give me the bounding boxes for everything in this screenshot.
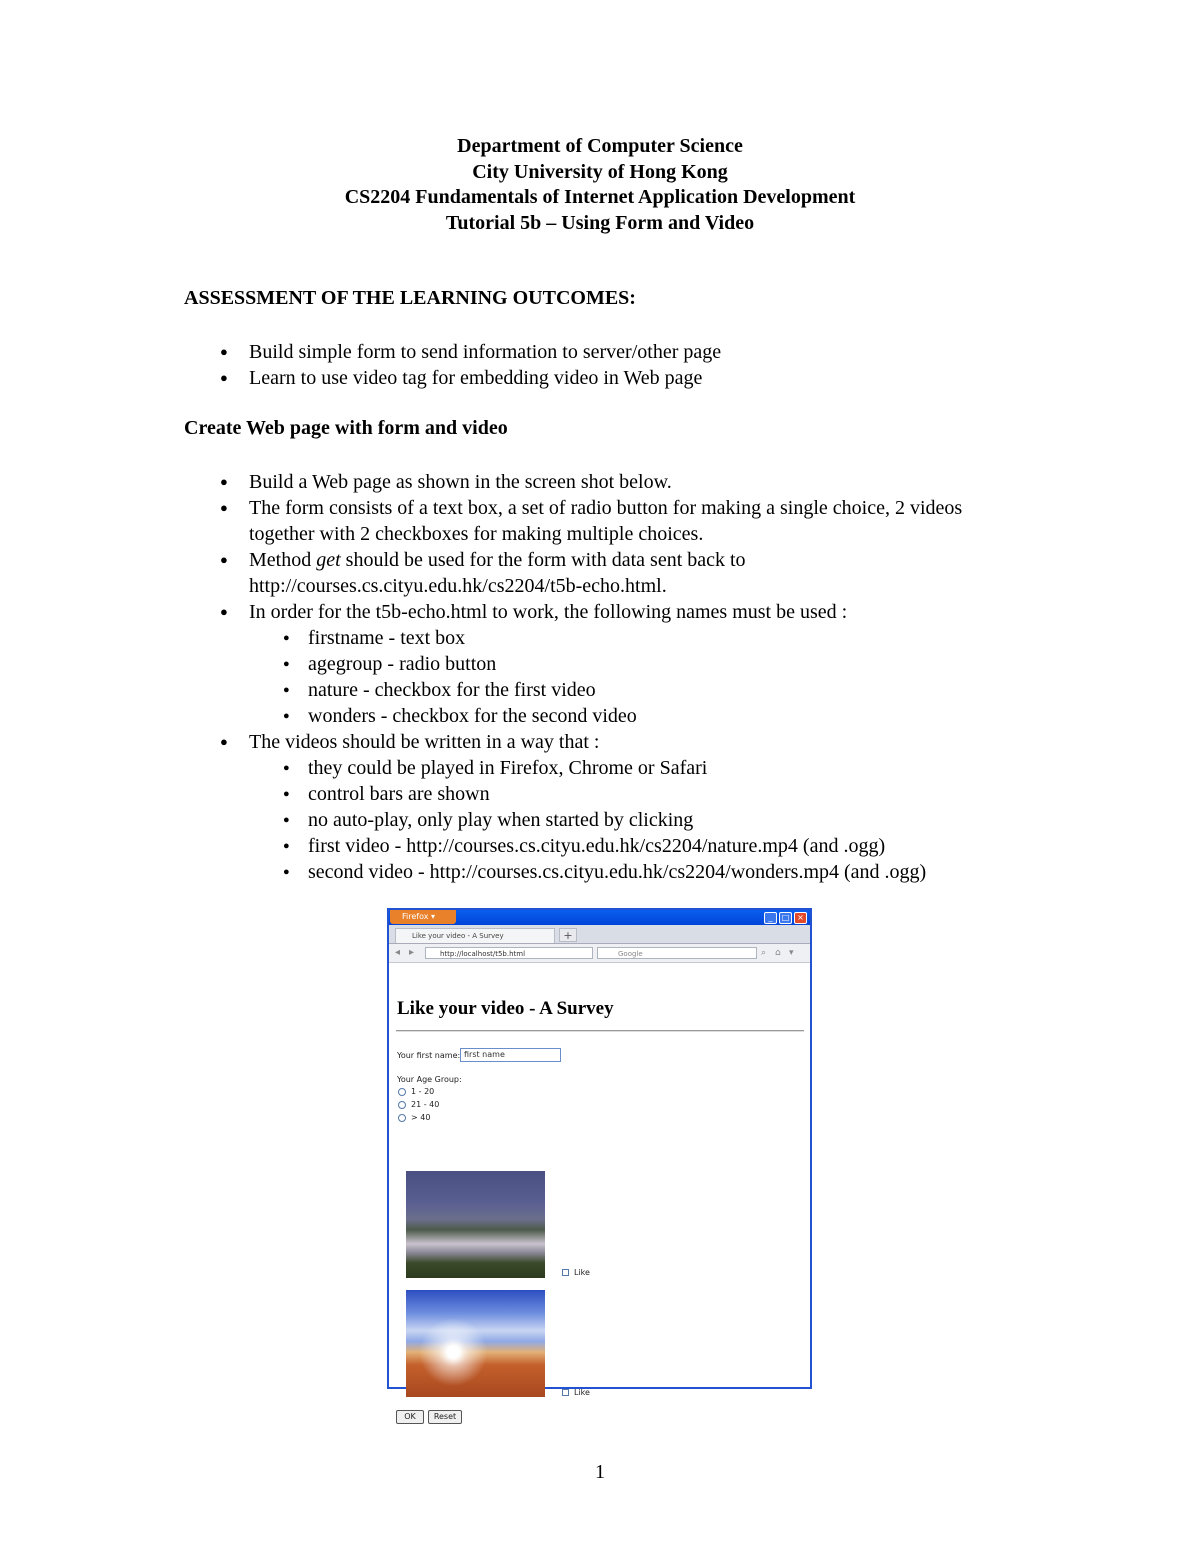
age-group-label: Your Age Group: (397, 1075, 462, 1084)
minimize-icon[interactable]: _ (764, 912, 777, 924)
header-course: CS2204 Fundamentals of Internet Application Development (344, 186, 856, 208)
list-item: ● Build a Web page as shown in the screen shot below. (184, 469, 1014, 495)
menu-icon[interactable]: ▾ (789, 948, 794, 958)
age-option-label: 1 - 20 (411, 1087, 435, 1096)
list-item: ● Learn to use video tag for embedding video in Web page (184, 365, 1004, 391)
age-radio-1[interactable] (398, 1088, 406, 1096)
nav-bar (389, 944, 810, 963)
names-intro: In order for the t5b-echo.html to work, the following names must be used : (249, 601, 848, 623)
header-department: Department of Computer Science (457, 135, 743, 157)
method-get: get (316, 549, 341, 571)
divider (396, 1030, 804, 1032)
first-name-label: Your first name: (397, 1051, 461, 1060)
age-option-label: 21 - 40 (411, 1100, 440, 1109)
tab-survey[interactable]: Like your video - A Survey (395, 928, 555, 943)
home-icon[interactable]: ⌂ (775, 948, 781, 958)
header-university: City University of Hong Kong (472, 160, 728, 183)
names-sublist (249, 625, 1014, 729)
submit-button[interactable]: OK (396, 1410, 424, 1424)
age-radio-2[interactable] (398, 1101, 406, 1109)
list-item (184, 547, 1014, 599)
sub-list-item: ● control bars are shown (249, 781, 1014, 807)
browser-screenshot (387, 908, 812, 1421)
create-list (184, 469, 1014, 885)
method-pre: Method (249, 549, 317, 571)
create-heading: Create Web page with form and video (184, 417, 508, 439)
assessment-heading: ASSESSMENT OF THE LEARNING OUTCOMES: (184, 287, 636, 309)
forward-icon[interactable]: ▸ (409, 947, 415, 958)
wonders-video[interactable] (406, 1290, 545, 1397)
list-item: ● The form consists of a text box, a set of radio button for making a single choice, 2 videos together with 2 checkboxes for making multiple choices. (184, 495, 1014, 547)
back-icon[interactable]: ◂ (395, 947, 401, 958)
tab-bar (389, 925, 810, 944)
videos-intro: The videos should be written in a way that : (249, 731, 600, 753)
list-item (184, 599, 1014, 729)
doc-header (0, 134, 1200, 236)
method-post: should be used for the form with data sent back to http://courses.cs.cityu.edu.hk/cs2204/t5b-echo.html. (249, 549, 746, 597)
page-title: Like your video - A Survey (397, 998, 614, 1019)
age-option-label: > 40 (411, 1113, 431, 1122)
search-icon[interactable]: ⌕ (761, 948, 767, 958)
page-number: 1 (595, 1461, 605, 1483)
sub-list-item: ● nature - checkbox for the first video (249, 677, 1014, 703)
maximize-icon[interactable]: □ (779, 912, 792, 924)
window-titlebar (389, 910, 810, 925)
age-radio-3[interactable] (398, 1114, 406, 1122)
list-item (184, 729, 1014, 885)
sub-list-item: ● first video - http://courses.cs.cityu.edu.hk/cs2204/nature.mp4 (and .ogg) (249, 833, 1014, 859)
nature-like-label: Like (574, 1268, 590, 1277)
new-tab-icon[interactable]: + (559, 928, 577, 942)
sub-list-item: ● they could be played in Firefox, Chrome or Safari (249, 755, 1014, 781)
videos-sublist (249, 755, 1014, 885)
sub-list-item: ● firstname - text box (249, 625, 1014, 651)
sub-list-item: ● wonders - checkbox for the second video (249, 703, 1014, 729)
nature-checkbox[interactable] (562, 1269, 569, 1276)
close-icon[interactable]: × (794, 912, 807, 924)
firefox-menu-button[interactable]: Firefox ▾ (390, 910, 456, 924)
sub-list-item: ● no auto-play, only play when started by clicking (249, 807, 1014, 833)
url-input[interactable]: http://localhost/t5b.html (425, 947, 593, 959)
wonders-checkbox[interactable] (562, 1389, 569, 1396)
nature-video[interactable] (406, 1171, 545, 1278)
list-item: ● Build simple form to send information to server/other page (184, 339, 1004, 365)
header-tutorial: Tutorial 5b – Using Form and Video (445, 211, 755, 234)
search-input[interactable]: Google (597, 947, 757, 959)
wonders-like-label: Like (574, 1388, 590, 1397)
reset-button[interactable]: Reset (428, 1410, 462, 1424)
sub-list-item: ● second video - http://courses.cs.cityu.edu.hk/cs2204/wonders.mp4 (and .ogg) (249, 859, 1014, 885)
first-name-input[interactable]: first name (460, 1048, 561, 1062)
assessment-list (184, 339, 1004, 391)
sub-list-item: ● agegroup - radio button (249, 651, 1014, 677)
